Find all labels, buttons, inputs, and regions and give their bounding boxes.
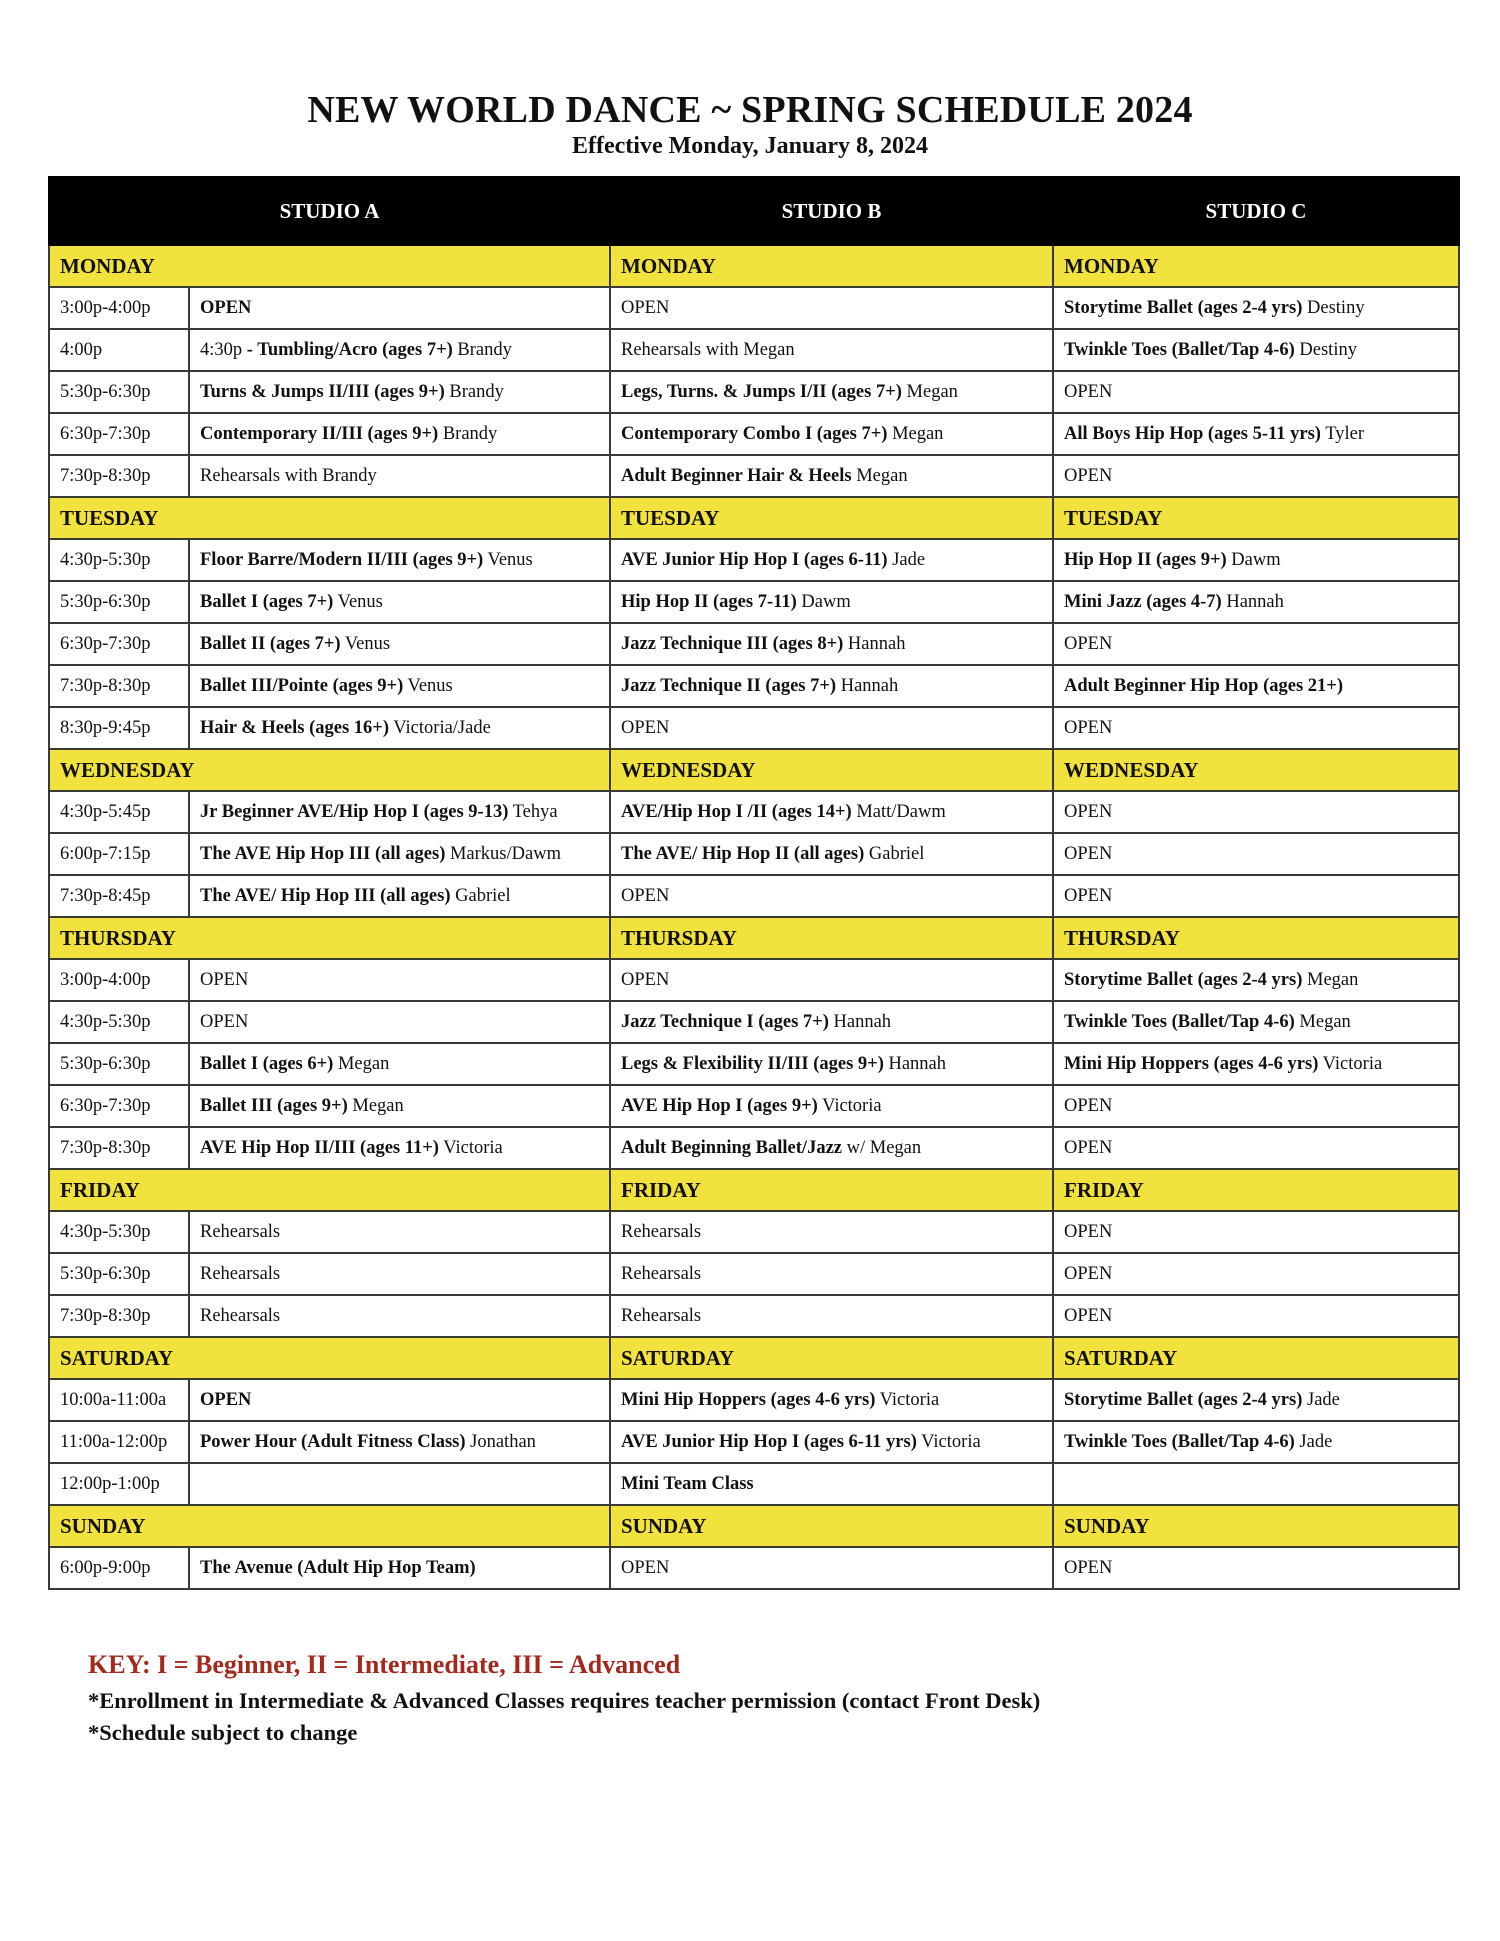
time-slot: 5:30p-6:30p — [49, 1253, 189, 1295]
studio-a-class — [189, 1379, 610, 1421]
studio-b-class — [610, 1253, 1053, 1295]
class-detail: OPEN — [1064, 1557, 1113, 1578]
class-name: OPEN — [200, 297, 252, 318]
studio-a-class — [189, 1421, 610, 1463]
studio-b-class — [610, 539, 1053, 581]
schedule-row — [49, 1253, 1459, 1295]
studio-b-class — [610, 1295, 1053, 1337]
class-detail: Rehearsals — [200, 1305, 281, 1326]
class-name: Power Hour (Adult Fitness Class) — [200, 1431, 466, 1452]
class-detail: OPEN — [1064, 633, 1113, 654]
studio-a-class — [189, 371, 610, 413]
studio-b-day-label: TUESDAY — [610, 497, 1053, 539]
class-name: Legs & Flexibility II/III (ages 9+) — [621, 1053, 884, 1074]
time-slot: 7:30p-8:45p — [49, 875, 189, 917]
class-detail: Venus — [483, 549, 533, 570]
time-slot: 4:30p-5:30p — [49, 1211, 189, 1253]
studio-a-day-label: SATURDAY — [49, 1337, 610, 1379]
studio-a-day-label: THURSDAY — [49, 917, 610, 959]
studio-a-class — [189, 665, 610, 707]
studio-b-class — [610, 1211, 1053, 1253]
studio-c-class — [1053, 1043, 1459, 1085]
class-detail: Victoria — [1318, 1053, 1383, 1074]
day-header-row — [49, 497, 1459, 539]
class-name: Mini Hip Hoppers (ages 4-6 yrs) — [621, 1389, 876, 1410]
class-detail: OPEN — [1064, 381, 1113, 402]
class-detail: Gabriel — [450, 885, 511, 906]
class-detail: Megan — [1294, 1011, 1351, 1032]
studio-b-class — [610, 329, 1053, 371]
time-slot: 6:30p-7:30p — [49, 1085, 189, 1127]
enrollment-note: *Enrollment in Intermediate & Advanced Classes requires teacher permission (contact Front Desk) — [88, 1688, 1041, 1713]
studio-c-class — [1053, 1127, 1459, 1169]
studio-a-class — [189, 1253, 610, 1295]
time-slot: 7:30p-8:30p — [49, 455, 189, 497]
class-detail: Gabriel — [864, 843, 925, 864]
class-name: Turns & Jumps II/III (ages 9+) — [200, 381, 445, 402]
class-name: The AVE/ Hip Hop III (all ages) — [200, 885, 451, 906]
studio-c-class — [1053, 1421, 1459, 1463]
studio-c-class — [1053, 1085, 1459, 1127]
class-detail: Brandy — [444, 381, 504, 402]
class-detail: Megan — [1302, 969, 1359, 990]
class-detail: OPEN — [621, 297, 670, 318]
studio-c-class — [1053, 329, 1459, 371]
page-title: NEW WORLD DANCE ~ SPRING SCHEDULE 2024 — [307, 89, 1193, 131]
time-slot: 8:30p-9:45p — [49, 707, 189, 749]
class-detail: OPEN — [621, 969, 670, 990]
studio-b-class — [610, 1379, 1053, 1421]
class-detail: OPEN — [1064, 801, 1113, 822]
class-detail: Megan — [851, 465, 908, 486]
class-detail: OPEN — [621, 717, 670, 738]
studio-b-class — [610, 413, 1053, 455]
class-detail: Matt/Dawm — [851, 801, 946, 822]
class-detail: Destiny — [1294, 339, 1357, 360]
class-name: Jr Beginner AVE/Hip Hop I (ages 9-13) — [200, 801, 509, 822]
studio-a-class — [189, 1211, 610, 1253]
studio-b-class — [610, 1001, 1053, 1043]
schedule-row — [49, 1001, 1459, 1043]
studio-c-class — [1053, 413, 1459, 455]
schedule-row — [49, 707, 1459, 749]
class-name: Twinkle Toes (Ballet/Tap 4-6) — [1064, 1011, 1295, 1032]
class-name: AVE Hip Hop I (ages 9+) — [621, 1095, 818, 1116]
schedule-row — [49, 1085, 1459, 1127]
time-slot: 10:00a-11:00a — [49, 1379, 189, 1421]
class-detail: Jade — [1294, 1431, 1333, 1452]
class-detail: Destiny — [1302, 297, 1365, 318]
time-slot: 7:30p-8:30p — [49, 665, 189, 707]
studio-c-class — [1053, 455, 1459, 497]
studio-b-class — [610, 623, 1053, 665]
class-name: Adult Beginning Ballet/Jazz — [621, 1137, 842, 1158]
class-detail: OPEN — [200, 1011, 249, 1032]
studio-a-class — [189, 1295, 610, 1337]
studio-c-class — [1053, 791, 1459, 833]
time-slot: 5:30p-6:30p — [49, 581, 189, 623]
class-time-prefix: 4:30p — [200, 339, 247, 360]
time-slot: 4:30p-5:45p — [49, 791, 189, 833]
studio-a-class — [189, 1085, 610, 1127]
studio-c-class — [1053, 287, 1459, 329]
class-detail: Megan — [887, 423, 944, 444]
class-detail: Dawm — [1226, 549, 1281, 570]
class-name: AVE/Hip Hop I /II (ages 14+) — [621, 801, 852, 822]
class-detail: Victoria — [438, 1137, 503, 1158]
schedule-row — [49, 581, 1459, 623]
class-detail: Megan — [333, 1053, 390, 1074]
class-name: The Avenue (Adult Hip Hop Team) — [200, 1557, 476, 1578]
class-name: Hip Hop II (ages 7-11) — [621, 591, 797, 612]
page-subtitle: Effective Monday, January 8, 2024 — [572, 133, 928, 159]
class-detail: Venus — [340, 633, 391, 654]
studio-b-class — [610, 1421, 1053, 1463]
class-name: Mini Team Class — [621, 1473, 754, 1494]
class-detail: Tehya — [508, 801, 558, 822]
day-header-row — [49, 917, 1459, 959]
studio-c-class — [1053, 1379, 1459, 1421]
studio-c-class — [1053, 875, 1459, 917]
class-detail: Jonathan — [465, 1431, 536, 1452]
class-detail: Hannah — [843, 633, 906, 654]
studio-b-class — [610, 1547, 1053, 1589]
class-detail: Rehearsals — [621, 1263, 702, 1284]
class-detail: Megan — [901, 381, 958, 402]
studio-a-day-label: TUESDAY — [49, 497, 610, 539]
class-detail: OPEN — [1064, 1263, 1113, 1284]
class-detail: Victoria/Jade — [389, 717, 491, 738]
schedule-row — [49, 1463, 1459, 1505]
studio-b-class — [610, 1127, 1053, 1169]
class-detail: Venus — [333, 591, 383, 612]
schedule-row — [49, 1379, 1459, 1421]
class-detail: Megan — [347, 1095, 404, 1116]
studio-a-class — [189, 833, 610, 875]
time-slot: 6:00p-7:15p — [49, 833, 189, 875]
time-slot: 6:30p-7:30p — [49, 413, 189, 455]
schedule-row — [49, 791, 1459, 833]
studio-a-class — [189, 1463, 610, 1505]
time-slot: 11:00a-12:00p — [49, 1421, 189, 1463]
studio-a-class — [189, 623, 610, 665]
class-detail: Hannah — [1221, 591, 1284, 612]
class-name: Legs, Turns. & Jumps I/II (ages 7+) — [621, 381, 902, 402]
schedule-row — [49, 875, 1459, 917]
studio-b-class — [610, 455, 1053, 497]
class-detail: Rehearsals — [621, 1221, 702, 1242]
studio-c-day-label: SUNDAY — [1053, 1505, 1459, 1547]
class-detail: Brandy — [438, 423, 498, 444]
studio-b-header: STUDIO B — [610, 177, 1053, 245]
class-detail: OPEN — [200, 969, 249, 990]
studio-c-class — [1053, 1463, 1459, 1505]
class-name: Ballet III (ages 9+) — [200, 1095, 348, 1116]
class-detail: OPEN — [1064, 717, 1113, 738]
studio-a-class — [189, 875, 610, 917]
class-detail: OPEN — [1064, 1305, 1113, 1326]
class-detail: OPEN — [1064, 885, 1113, 906]
class-name: AVE Hip Hop II/III (ages 11+) — [200, 1137, 439, 1158]
class-detail: Victoria — [875, 1389, 940, 1410]
studio-a-class — [189, 707, 610, 749]
class-name: Mini Hip Hoppers (ages 4-6 yrs) — [1064, 1053, 1319, 1074]
schedule-body — [49, 245, 1459, 1589]
studio-b-class — [610, 791, 1053, 833]
class-detail: OPEN — [621, 1557, 670, 1578]
schedule-row — [49, 329, 1459, 371]
studio-b-class — [610, 833, 1053, 875]
class-detail: Jade — [887, 549, 926, 570]
class-detail: Rehearsals with Brandy — [200, 465, 377, 486]
studio-a-class — [189, 791, 610, 833]
studio-a-header: STUDIO A — [49, 177, 610, 245]
schedule-row — [49, 539, 1459, 581]
class-detail: OPEN — [621, 885, 670, 906]
class-name: Jazz Technique III (ages 8+) — [621, 633, 844, 654]
time-slot: 7:30p-8:30p — [49, 1295, 189, 1337]
studio-b-day-label: THURSDAY — [610, 917, 1053, 959]
class-name: Hip Hop II (ages 9+) — [1064, 549, 1227, 570]
studio-b-class — [610, 287, 1053, 329]
studio-c-class — [1053, 1211, 1459, 1253]
class-name: Storytime Ballet (ages 2-4 yrs) — [1064, 297, 1303, 318]
class-detail: Brandy — [452, 339, 512, 360]
studio-b-class — [610, 707, 1053, 749]
studio-a-class — [189, 1001, 610, 1043]
studio-b-class — [610, 581, 1053, 623]
studio-a-class — [189, 329, 610, 371]
studio-a-class — [189, 1043, 610, 1085]
studio-b-day-label: MONDAY — [610, 245, 1053, 287]
studio-c-day-label: THURSDAY — [1053, 917, 1459, 959]
class-name: Contemporary II/III (ages 9+) — [200, 423, 439, 444]
class-name: Ballet II (ages 7+) — [200, 633, 341, 654]
class-name: Storytime Ballet (ages 2-4 yrs) — [1064, 1389, 1303, 1410]
class-detail: OPEN — [1064, 465, 1113, 486]
schedule-row — [49, 371, 1459, 413]
class-name: Floor Barre/Modern II/III (ages 9+) — [200, 549, 484, 570]
class-name: Hair & Heels (ages 16+) — [200, 717, 389, 738]
schedule-row — [49, 413, 1459, 455]
studio-a-class — [189, 413, 610, 455]
studio-c-class — [1053, 1253, 1459, 1295]
class-level-key: KEY: I = Beginner, II = Intermediate, III = Advanced — [88, 1650, 681, 1679]
studio-c-class — [1053, 581, 1459, 623]
studio-c-header: STUDIO C — [1053, 177, 1459, 245]
studio-a-class — [189, 287, 610, 329]
studio-b-class — [610, 875, 1053, 917]
time-slot: 4:00p — [49, 329, 189, 371]
time-slot: 3:00p-4:00p — [49, 287, 189, 329]
class-detail: OPEN — [1064, 1095, 1113, 1116]
time-slot: 12:00p-1:00p — [49, 1463, 189, 1505]
class-name: Jazz Technique I (ages 7+) — [621, 1011, 829, 1032]
class-name: AVE Junior Hip Hop I (ages 6-11) — [621, 549, 888, 570]
studio-c-class — [1053, 539, 1459, 581]
class-name: Twinkle Toes (Ballet/Tap 4-6) — [1064, 1431, 1295, 1452]
class-detail: Victoria — [817, 1095, 882, 1116]
class-name: The AVE Hip Hop III (all ages) — [200, 843, 446, 864]
studio-b-day-label: SATURDAY — [610, 1337, 1053, 1379]
studio-c-class — [1053, 707, 1459, 749]
class-name: Twinkle Toes (Ballet/Tap 4-6) — [1064, 339, 1295, 360]
schedule-row — [49, 1547, 1459, 1589]
studio-a-day-label: MONDAY — [49, 245, 610, 287]
class-detail: Rehearsals with Megan — [621, 339, 795, 360]
class-name: Mini Jazz (ages 4-7) — [1064, 591, 1222, 612]
class-detail: Rehearsals — [200, 1221, 281, 1242]
studio-c-class — [1053, 1547, 1459, 1589]
studio-c-class — [1053, 959, 1459, 1001]
studio-c-class — [1053, 833, 1459, 875]
time-slot: 6:00p-9:00p — [49, 1547, 189, 1589]
time-slot: 4:30p-5:30p — [49, 539, 189, 581]
day-header-row — [49, 1337, 1459, 1379]
studio-b-day-label: SUNDAY — [610, 1505, 1053, 1547]
class-detail: Hannah — [828, 1011, 892, 1032]
time-slot: 7:30p-8:30p — [49, 1127, 189, 1169]
studio-c-class — [1053, 665, 1459, 707]
time-slot: 5:30p-6:30p — [49, 1043, 189, 1085]
studio-c-class — [1053, 1295, 1459, 1337]
class-name: Jazz Technique II (ages 7+) — [621, 675, 837, 696]
schedule-row — [49, 665, 1459, 707]
schedule-change-note: *Schedule subject to change — [88, 1720, 358, 1745]
class-name: Adult Beginner Hair & Heels — [621, 465, 852, 486]
day-header-row — [49, 1505, 1459, 1547]
class-name: Ballet I (ages 7+) — [200, 591, 334, 612]
class-name: Storytime Ballet (ages 2-4 yrs) — [1064, 969, 1303, 990]
schedule-row — [49, 833, 1459, 875]
studio-a-day-label: SUNDAY — [49, 1505, 610, 1547]
class-detail: OPEN — [1064, 843, 1113, 864]
class-name: Ballet III/Pointe (ages 9+) — [200, 675, 404, 696]
class-detail: Venus — [403, 675, 453, 696]
schedule-row — [49, 1211, 1459, 1253]
studio-b-class — [610, 665, 1053, 707]
studio-c-class — [1053, 1001, 1459, 1043]
studio-b-class — [610, 371, 1053, 413]
class-detail: Hannah — [883, 1053, 947, 1074]
schedule-row — [49, 1043, 1459, 1085]
studio-c-day-label: WEDNESDAY — [1053, 749, 1459, 791]
class-detail: OPEN — [1064, 1221, 1113, 1242]
class-detail: w/ Megan — [842, 1137, 922, 1158]
studio-a-day-label: FRIDAY — [49, 1169, 610, 1211]
schedule-row — [49, 623, 1459, 665]
studio-b-day-label: WEDNESDAY — [610, 749, 1053, 791]
studio-b-class — [610, 959, 1053, 1001]
schedule-row — [49, 455, 1459, 497]
studio-a-class — [189, 1127, 610, 1169]
studio-a-class — [189, 959, 610, 1001]
class-name: Contemporary Combo I (ages 7+) — [621, 423, 888, 444]
day-header-row — [49, 749, 1459, 791]
class-name: All Boys Hip Hop (ages 5-11 yrs) — [1064, 423, 1321, 444]
time-slot: 6:30p-7:30p — [49, 623, 189, 665]
class-detail: Tyler — [1320, 423, 1365, 444]
class-detail: Hannah — [836, 675, 899, 696]
day-header-row — [49, 245, 1459, 287]
schedule-row — [49, 287, 1459, 329]
class-name: AVE Junior Hip Hop I (ages 6-11 yrs) — [621, 1431, 917, 1452]
class-detail: Jade — [1302, 1389, 1340, 1410]
class-detail: Victoria — [916, 1431, 981, 1452]
studio-b-class — [610, 1043, 1053, 1085]
time-slot: 4:30p-5:30p — [49, 1001, 189, 1043]
time-slot: 5:30p-6:30p — [49, 371, 189, 413]
studio-c-day-label: MONDAY — [1053, 245, 1459, 287]
studio-c-day-label: FRIDAY — [1053, 1169, 1459, 1211]
class-detail: Rehearsals — [621, 1305, 702, 1326]
studio-a-day-label: WEDNESDAY — [49, 749, 610, 791]
class-name: Ballet I (ages 6+) — [200, 1053, 334, 1074]
studio-a-class — [189, 539, 610, 581]
day-header-row — [49, 1169, 1459, 1211]
studio-b-day-label: FRIDAY — [610, 1169, 1053, 1211]
class-name: OPEN — [200, 1389, 252, 1410]
studio-c-day-label: TUESDAY — [1053, 497, 1459, 539]
studio-b-class — [610, 1085, 1053, 1127]
studio-c-class — [1053, 623, 1459, 665]
class-detail: Rehearsals — [200, 1263, 281, 1284]
studio-a-class — [189, 1547, 610, 1589]
studio-c-day-label: SATURDAY — [1053, 1337, 1459, 1379]
class-detail: Dawm — [796, 591, 851, 612]
studio-b-class — [610, 1463, 1053, 1505]
class-name: The AVE/ Hip Hop II (all ages) — [621, 843, 865, 864]
studio-a-class — [189, 455, 610, 497]
schedule-row — [49, 1295, 1459, 1337]
class-detail: OPEN — [1064, 1137, 1113, 1158]
studio-header-row — [49, 177, 1459, 245]
schedule-table — [48, 176, 1460, 1590]
class-name: - Tumbling/Acro (ages 7+) — [246, 339, 453, 360]
studio-c-class — [1053, 371, 1459, 413]
schedule-row — [49, 959, 1459, 1001]
time-slot: 3:00p-4:00p — [49, 959, 189, 1001]
class-detail: Markus/Dawm — [445, 843, 561, 864]
studio-a-class — [189, 581, 610, 623]
class-name: Adult Beginner Hip Hop (ages 21+) — [1064, 675, 1343, 696]
schedule-row — [49, 1127, 1459, 1169]
schedule-row — [49, 1421, 1459, 1463]
